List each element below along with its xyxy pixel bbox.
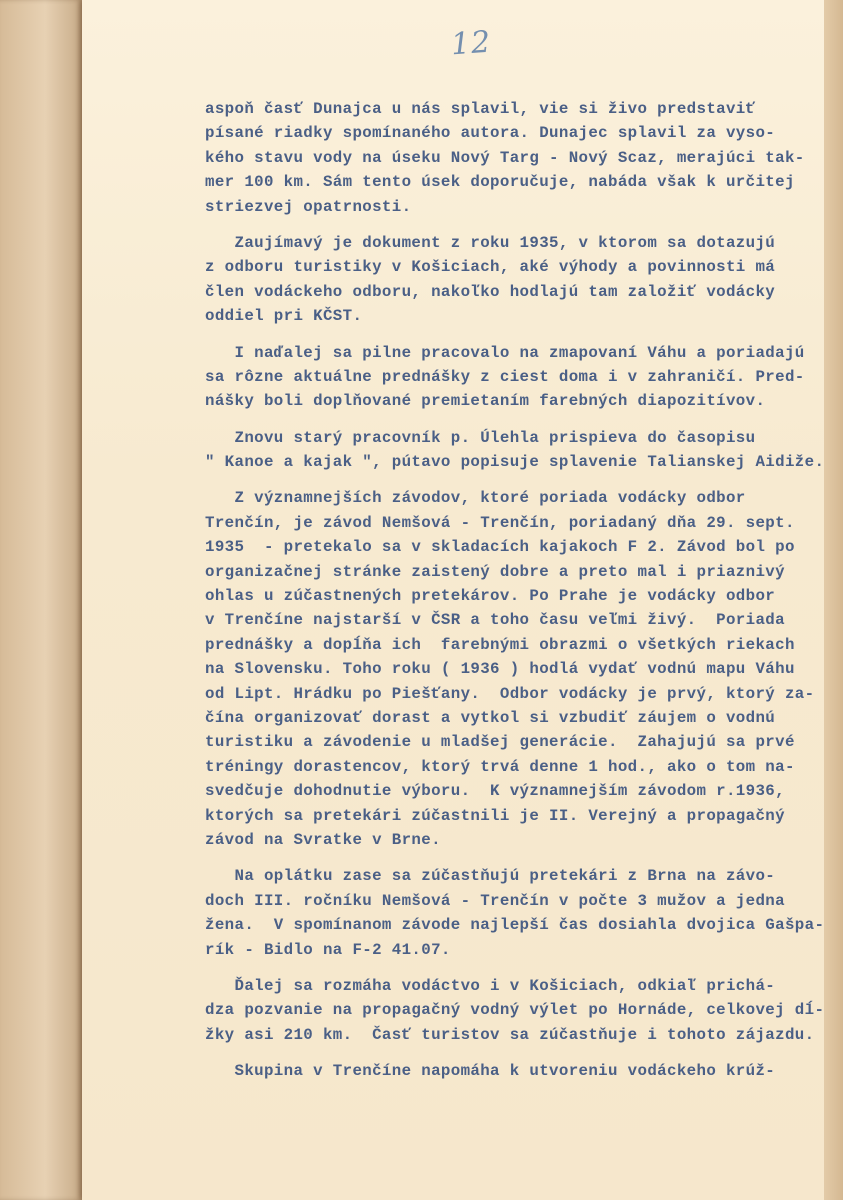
text-line: nášky boli doplňované premietaním farebných diapozitívov. (205, 392, 766, 411)
text-line: písané riadky spomínaného autora. Dunajec splavil za vyso- (205, 124, 776, 143)
text-line: žena. V spomínanom závode najlepší čas dosiahla dvojica Gašpa- (205, 916, 825, 935)
paragraph-spacing (205, 1047, 815, 1059)
text-line: v Trenčíne najstarší v ČSR a toho času veľmi živý. Poriada (205, 611, 785, 630)
text-line: ktorých sa pretekári zúčastnili je II. Verejný a propagačný (205, 806, 785, 825)
text-line: z odboru turistiky v Košiciach, aké výhody a povinnosti má (205, 258, 776, 277)
paragraph-spacing (205, 474, 815, 486)
text-line: Z významnejších závodov, ktoré poriada vodácky odbor (205, 489, 746, 508)
previous-page-edge (0, 0, 82, 1200)
text-line: sa rôzne aktuálne prednášky z ciest doma i v zahraničí. Pred- (205, 367, 805, 386)
text-line: doch III. ročníku Nemšová - Trenčín v počte 3 mužov a jedna (205, 891, 785, 910)
text-line: na Slovensku. Toho roku ( 1936 ) hodlá vydať vodnú mapu Váhu (205, 660, 795, 679)
text-line: aspoň časť Dunajca u nás splavil, vie si živo predstaviť (205, 100, 756, 118)
text-line: oddiel pri KČST. (205, 307, 363, 326)
paragraph (205, 486, 815, 852)
paragraph (205, 341, 815, 414)
text-line: člen vodáckeho odboru, nakoľko hodlajú tam založiť vodácky (205, 282, 776, 301)
paragraph (205, 97, 815, 219)
paragraph-spacing (205, 852, 815, 864)
page-right-edge (824, 0, 843, 1200)
paragraph-spacing (205, 329, 815, 341)
text-line: organizačnej stránke zaistený dobre a preto mal i priaznivý (205, 562, 785, 581)
page-body-text (205, 97, 825, 1083)
paragraph (205, 864, 825, 962)
text-line: žky asi 210 km. Časť turistov sa zúčastňuje i tohoto zájazdu. (205, 1025, 815, 1044)
text-line: dza pozvanie na propagačný vodný výlet po Hornáde, celkovej dĺ- (205, 1001, 825, 1020)
text-line: Skupina v Trenčíne napomáha k utvoreniu vodáckeho krúž- (205, 1062, 776, 1081)
paragraph (205, 974, 825, 1047)
paragraph-spacing (205, 962, 815, 974)
paragraph (205, 426, 825, 475)
text-line: I naďalej sa pilne pracovalo na zmapovaní Váhu a poriadajú (205, 343, 805, 362)
text-line: svedčuje dohodnutie výboru. K významnejším závodom r.1936, (205, 782, 785, 801)
page-number: 12 (449, 24, 493, 63)
paragraph-spacing (205, 414, 815, 426)
text-line: ohlas u zúčastnených pretekárov. Po Prahe je vodácky odbor (205, 587, 776, 606)
text-line: od Lipt. Hrádku po Piešťany. Odbor vodácky je prvý, ktorý za- (205, 684, 815, 703)
paragraph-spacing (205, 219, 815, 231)
text-line: tréningy dorastencov, ktorý trvá denne 1 hod., ako o tom na- (205, 757, 795, 776)
text-line: mer 100 km. Sám tento úsek doporučuje, nabáda však k určitej (205, 173, 795, 192)
text-line: Na oplátku zase sa zúčastňujú pretekári z Brna na závo- (205, 867, 776, 886)
text-line: turistiku a závodenie u mladšej generácie. Zahajujú sa prvé (205, 733, 795, 752)
text-line: Zaujímavý je dokument z roku 1935, v ktorom sa dotazujú (205, 233, 776, 252)
text-line: závod na Svratke v Brne. (205, 830, 441, 849)
text-line: striezvej opatrnosti. (205, 197, 412, 216)
text-line: Ďalej sa rozmáha vodáctvo i v Košiciach, odkiaľ prichá- (205, 976, 776, 995)
text-line: 1935 - pretekalo sa v skladacích kajakoch F 2. Závod bol po (205, 538, 795, 557)
paragraph (205, 1059, 815, 1083)
text-line: čína organizovať dorast a vytkol si vzbudiť záujem o vodnú (205, 708, 776, 727)
text-line: Trenčín, je závod Nemšová - Trenčín, poriadaný dňa 29. sept. (205, 513, 795, 532)
text-line: prednášky a dopĺňa ich farebnými obrazmi o všetkých riekach (205, 635, 795, 654)
text-line: rík - Bidlo na F-2 41.07. (205, 940, 451, 959)
text-line: Znovu starý pracovník p. Úlehla prispieva do časopisu (205, 428, 756, 447)
text-line: kého stavu vody na úseku Nový Targ - Nový Scaz, merajúci tak- (205, 148, 805, 167)
text-line: " Kanoe a kajak ", pútavo popisuje splavenie Talianskej Aidiže. (205, 453, 825, 472)
paragraph (205, 231, 815, 329)
